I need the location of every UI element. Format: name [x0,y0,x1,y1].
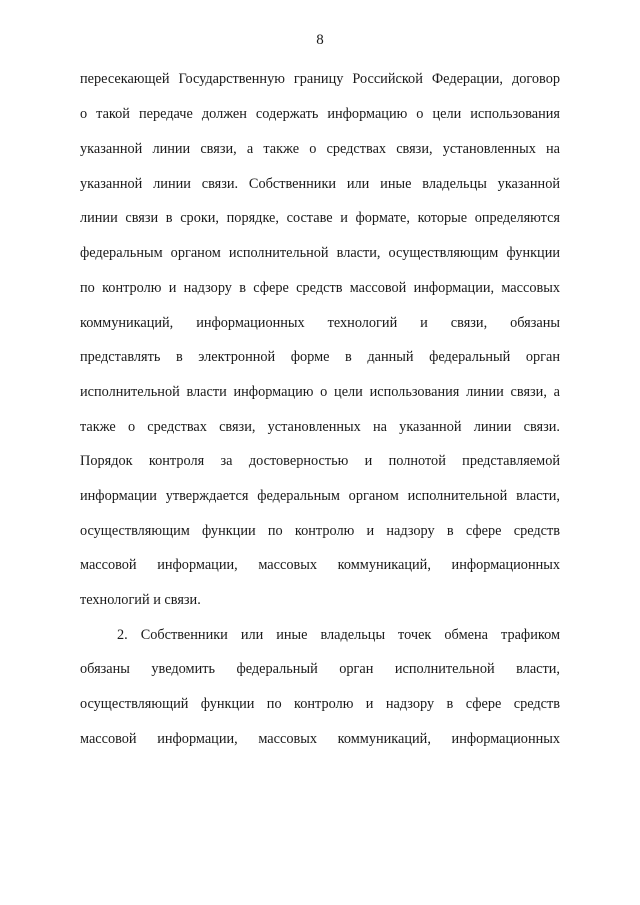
paragraph-line: массовой информации, массовых коммуникаций, информационных [80,557,560,573]
paragraph-first-line: 2. Собственники или иные владельцы точек обмена трафиком [117,627,560,643]
page-number: 8 [316,32,324,48]
paragraph-line: представлять в электронной форме в данный федеральный орган [80,349,560,365]
paragraph-line: исполнительной власти информацию о цели использования линии связи, а [80,384,560,400]
paragraph-line: указанной линии связи, а также о средствах связи, установленных на [80,141,560,157]
paragraph-line: осуществляющим функции по контролю и надзору в сфере средств [80,523,560,539]
paragraph-line: осуществляющий функции по контролю и надзору в сфере средств [80,696,560,712]
paragraph-line: информации утверждается федеральным органом исполнительной власти, [80,488,560,504]
paragraph-line: федеральным органом исполнительной власти, осуществляющим функции [80,245,560,261]
paragraph-line: пересекающей Государственную границу Российской Федерации, договор [80,71,560,87]
paragraph-line: также о средствах связи, установленных на указанной линии связи. [80,419,560,435]
paragraph-line-last: технологий и связи. [80,592,201,608]
paragraph-line: массовой информации, массовых коммуникаций, информационных [80,731,560,747]
paragraph-line: по контролю и надзору в сфере средств массовой информации, массовых [80,280,560,296]
paragraph-line: указанной линии связи. Собственники или иные владельцы указанной [80,176,560,192]
paragraph-line: о такой передаче должен содержать информацию о цели использования [80,106,560,122]
paragraph-line: коммуникаций, информационных технологий и связи, обязаны [80,315,560,331]
paragraph-line: линии связи в сроки, порядке, составе и формате, которые определяются [80,210,560,226]
paragraph-line: Порядок контроля за достоверностью и полнотой представляемой [80,453,560,469]
paragraph-line: обязаны уведомить федеральный орган исполнительной власти, [80,661,560,677]
